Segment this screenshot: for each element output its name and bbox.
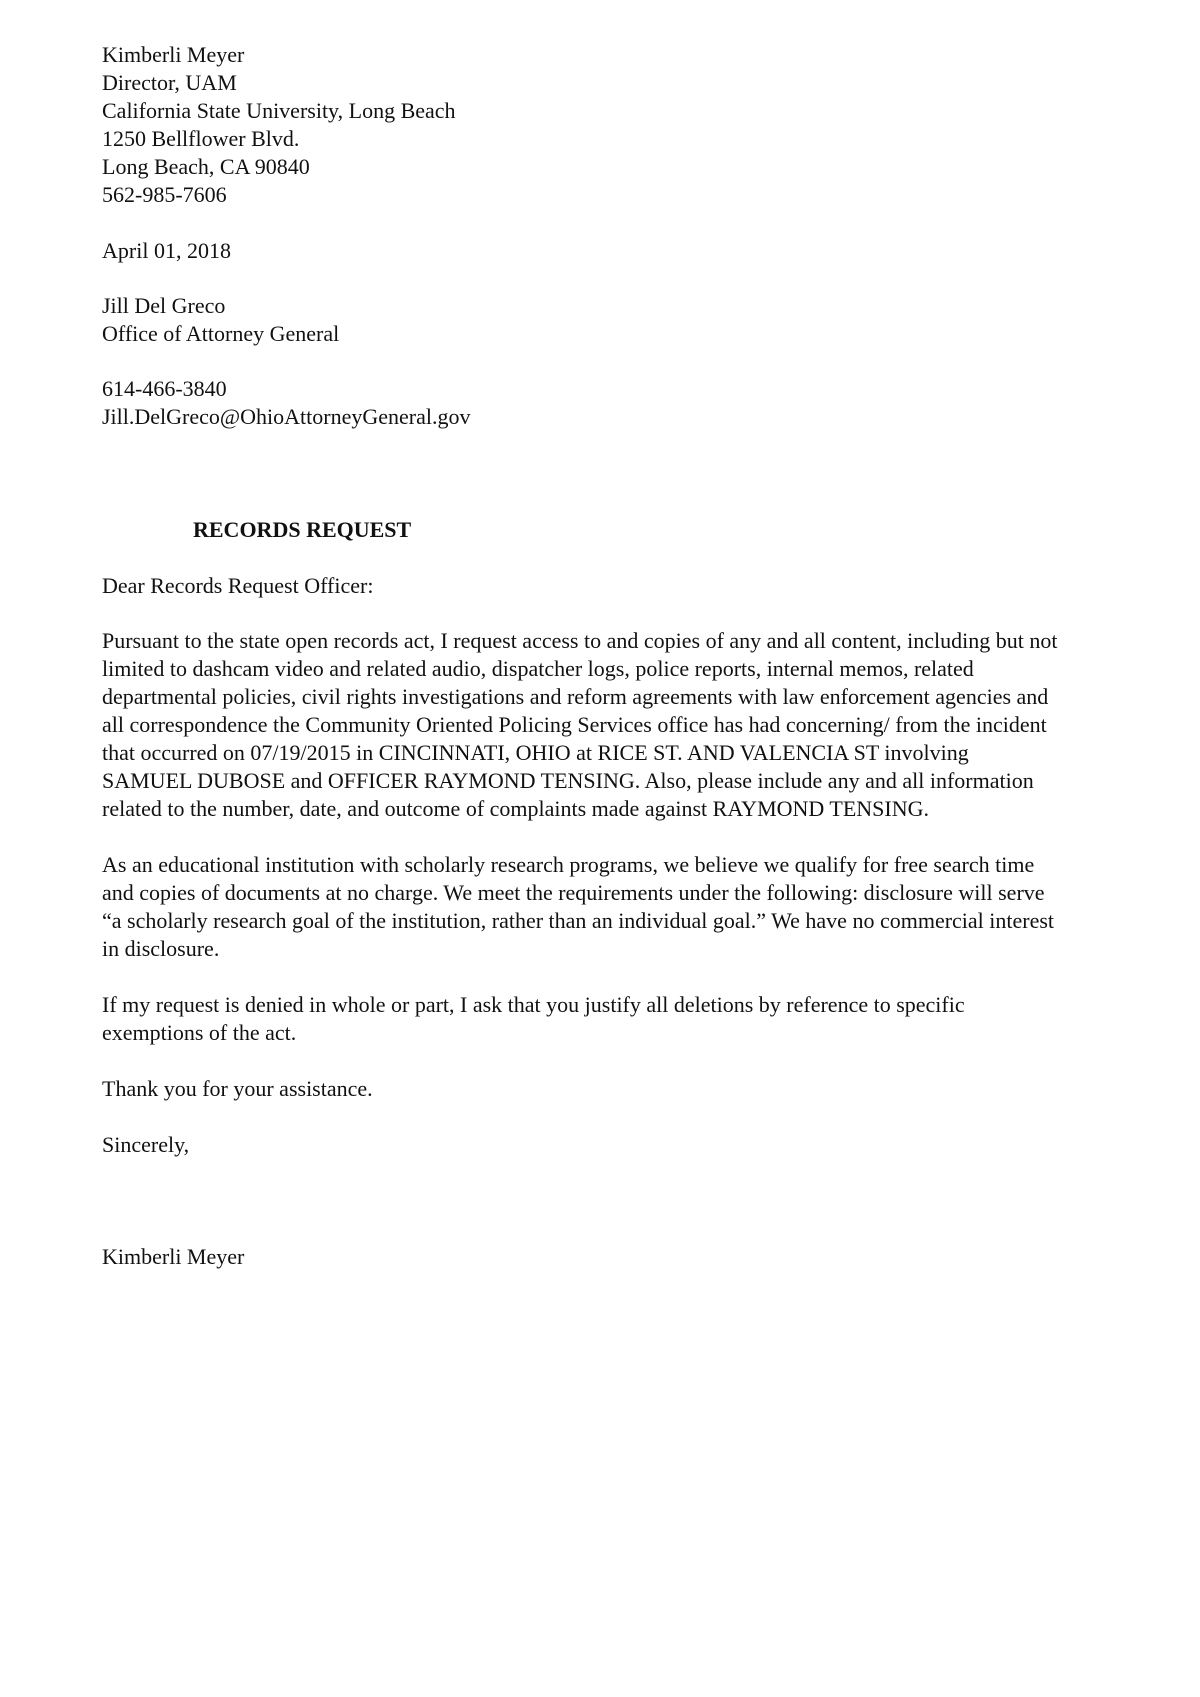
sender-title: Director, UAM <box>102 70 237 95</box>
signature <box>102 1243 1172 1271</box>
paragraph-line: in disclosure. <box>102 936 220 961</box>
sender-address-block <box>102 41 1172 209</box>
closing-text: Sincerely, <box>102 1132 190 1157</box>
closing <box>102 1131 1172 1159</box>
signature-name: Kimberli Meyer <box>102 1244 245 1269</box>
paragraph-thanks <box>102 1075 1172 1103</box>
paragraph-line: related to the number, date, and outcome of complaints made against RAYMOND TENSING. <box>102 796 929 821</box>
recipient-phone: 614-466-3840 <box>102 376 227 401</box>
paragraph-line: all correspondence the Community Oriented Policing Services office has had concerning/ from the incident <box>102 712 1047 737</box>
sender-phone: 562-985-7606 <box>102 182 227 207</box>
recipient-block <box>102 292 1172 348</box>
paragraph-line: As an educational institution with scholarly research programs, we believe we qualify for free search time <box>102 852 1035 877</box>
sender-institution: California State University, Long Beach <box>102 98 456 123</box>
paragraph-line: Pursuant to the state open records act, I request access to and copies of any and all content, including but not <box>102 628 1058 653</box>
paragraph-request <box>102 627 1172 823</box>
paragraph-line: SAMUEL DUBOSE and OFFICER RAYMOND TENSING. Also, please include any and all information <box>102 768 1034 793</box>
paragraph-line: exemptions of the act. <box>102 1020 297 1045</box>
letter-heading: RECORDS REQUEST <box>193 517 412 542</box>
recipient-email: Jill.DelGreco@OhioAttorneyGeneral.gov <box>102 404 471 429</box>
salutation-text: Dear Records Request Officer: <box>102 573 374 598</box>
paragraph-line: that occurred on 07/19/2015 in CINCINNATI, OHIO at RICE ST. AND VALENCIA ST involving <box>102 740 969 765</box>
paragraph-line: “a scholarly research goal of the institution, rather than an individual goal.” We have no commercial interest <box>102 908 1055 933</box>
letter-date <box>102 237 1172 265</box>
recipient-name: Jill Del Greco <box>102 293 226 318</box>
salutation <box>102 572 1172 600</box>
paragraph-line: departmental policies, civil rights investigations and reform agreements with law enforcement agencies and <box>102 684 1049 709</box>
recipient-office: Office of Attorney General <box>102 321 340 346</box>
date-text: April 01, 2018 <box>102 238 231 263</box>
paragraph-fee-waiver <box>102 851 1172 963</box>
paragraph-line: and copies of documents at no charge. We meet the requirements under the following: disclosure will serve <box>102 880 1045 905</box>
sender-city-state-zip: Long Beach, CA 90840 <box>102 154 310 179</box>
paragraph-line: limited to dashcam video and related audio, dispatcher logs, police reports, internal memos, related <box>102 656 974 681</box>
paragraph-denial <box>102 991 1172 1047</box>
sender-street: 1250 Bellflower Blvd. <box>102 126 300 151</box>
paragraph-line: Thank you for your assistance. <box>102 1076 373 1101</box>
recipient-contact-block <box>102 375 1172 431</box>
paragraph-line: If my request is denied in whole or part, I ask that you justify all deletions by reference to specific <box>102 992 965 1017</box>
sender-name: Kimberli Meyer <box>102 42 245 67</box>
